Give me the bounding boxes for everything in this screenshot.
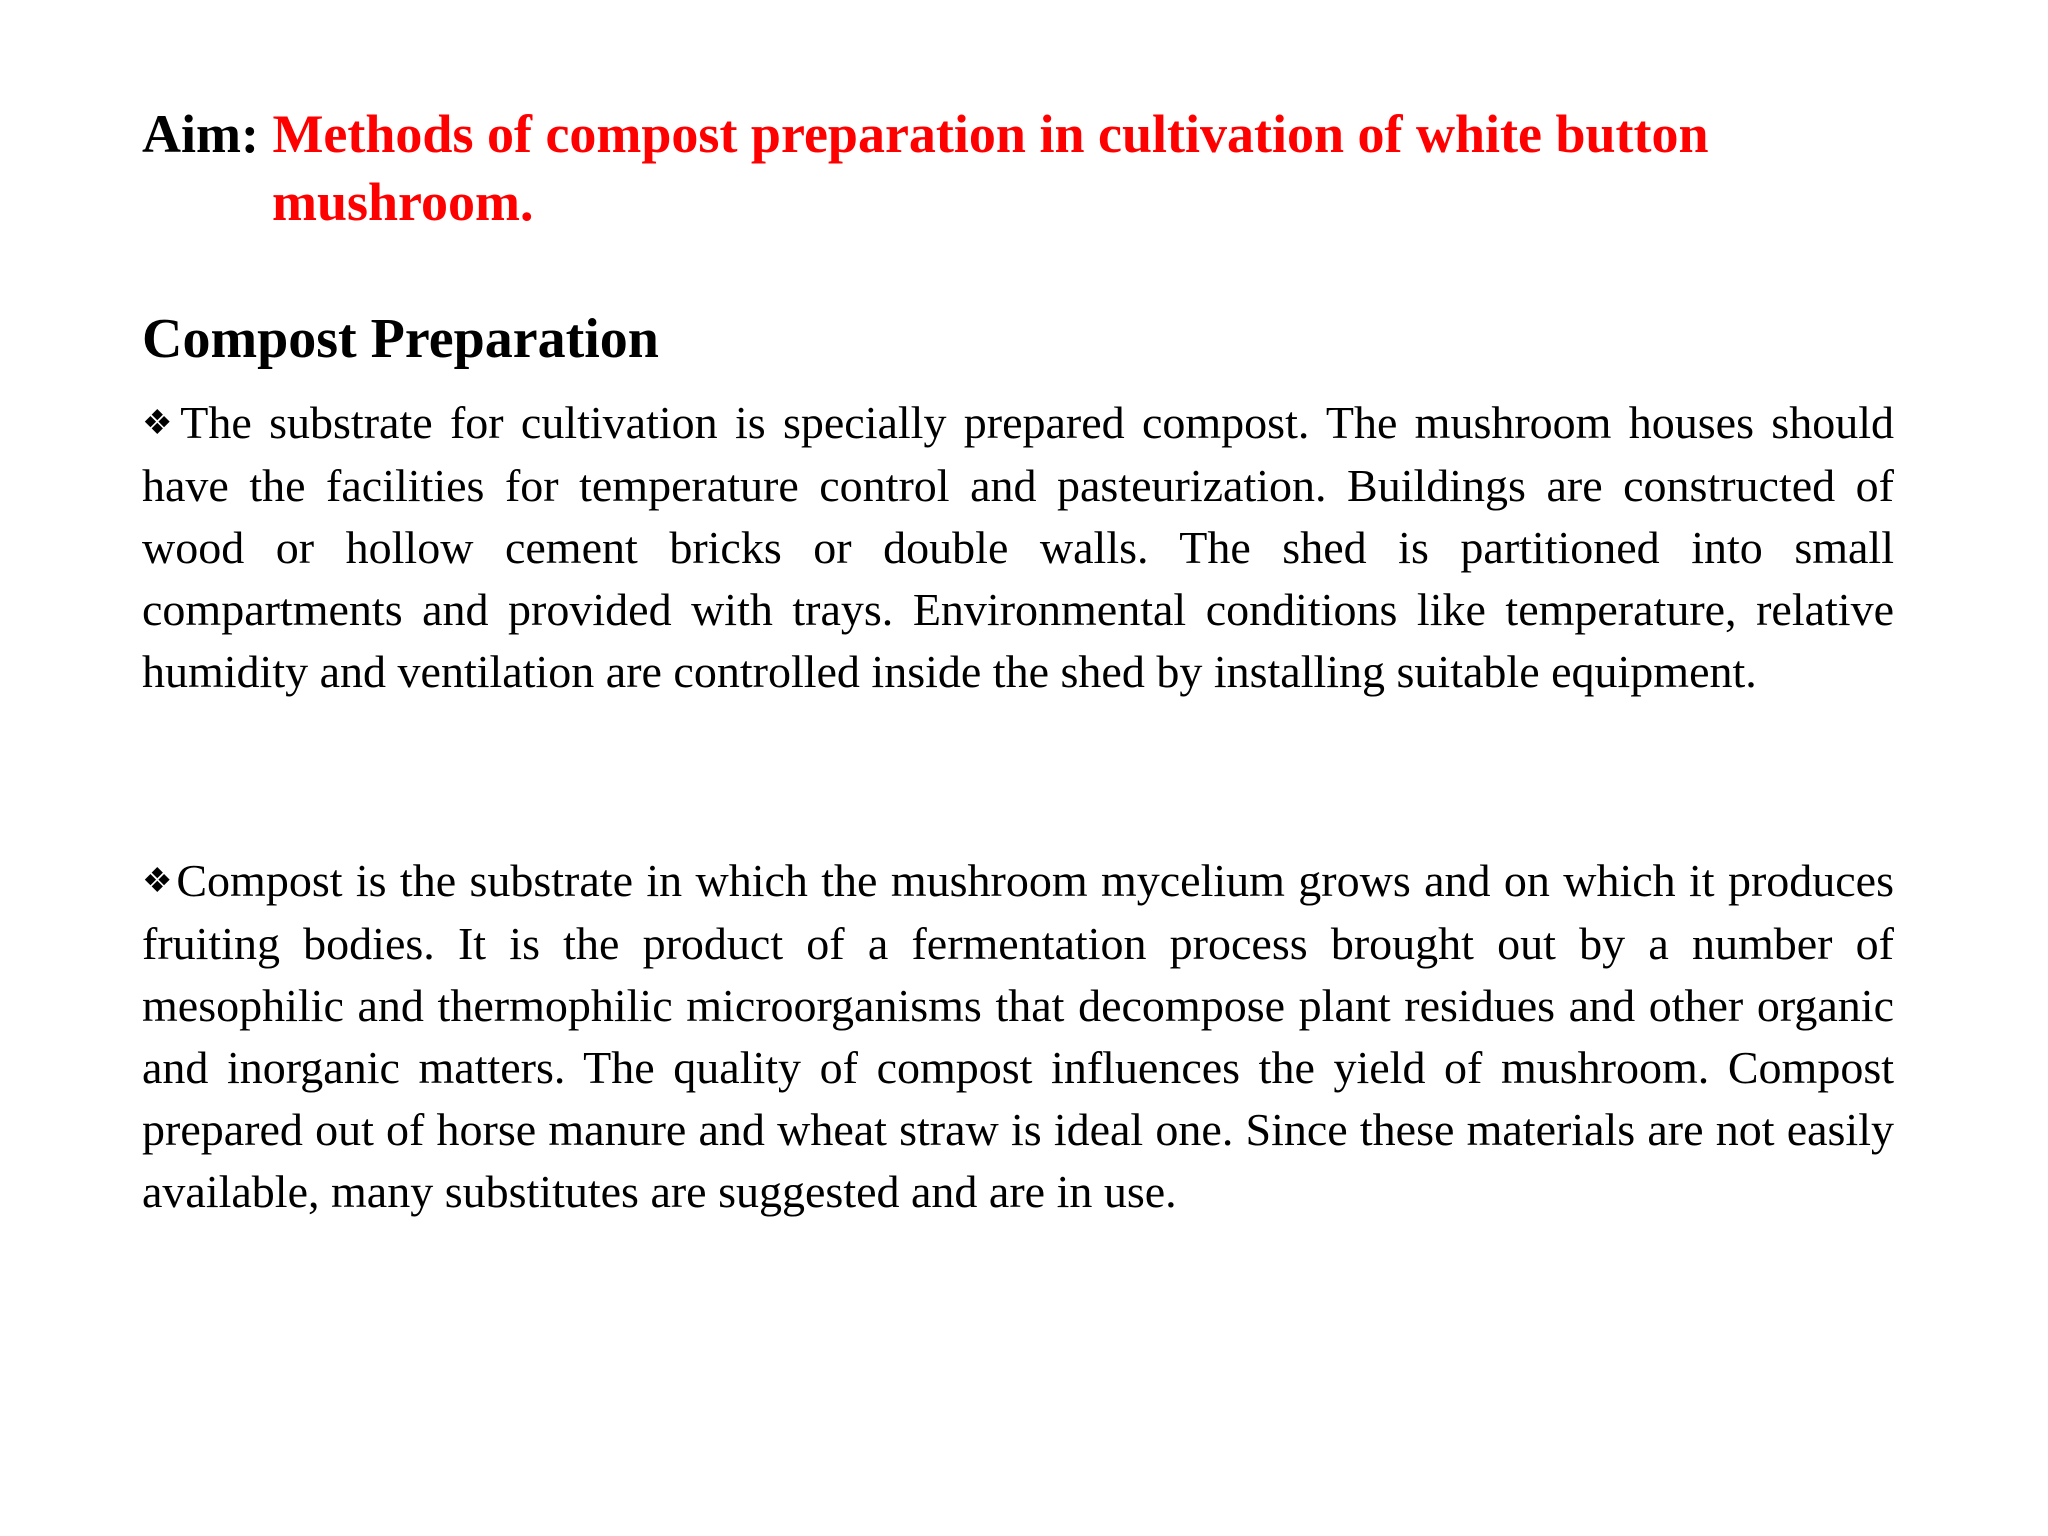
bullet-paragraph-1 — [142, 392, 1894, 703]
paragraph-2-text: Compost is the substrate in which the mushroom mycelium grows and on which it produces fruiting bodies. It is the product of a fermentation process brought out by a number of mesophilic and thermophilic microorganisms that decompose plant residues and other organic and inorganic matters. The quality of compost influences the yield of mushroom. Compost prepared out of horse manure and wheat straw is ideal one. Since these materials are not easily available, many substitutes are suggested and are in use. — [142, 855, 1895, 1217]
section-heading: Compost Preparation — [142, 308, 659, 370]
bullet-paragraph-2 — [142, 850, 1894, 1223]
aim-title-line-1: Methods of compost preparation in cultivation of white button — [272, 104, 1709, 164]
diamond-bullet-icon: ❖ — [142, 405, 179, 442]
paragraph-1-text: The substrate for cultivation is specially prepared compost. The mushroom houses should have the facilities for temperature control and pasteurization. Buildings are constructed of wood or hollow cement bricks or double walls. The shed is partitioned into small compartments and provided with trays. Environmental conditions like temperature, relative humidity and ventilation are controlled inside the shed by installing suitable equipment. — [142, 397, 1894, 697]
aim-label: Aim: — [142, 104, 259, 164]
diamond-bullet-icon: ❖ — [142, 863, 175, 900]
aim-title-line-2: mushroom. — [272, 172, 534, 232]
aim-block — [142, 100, 1922, 236]
